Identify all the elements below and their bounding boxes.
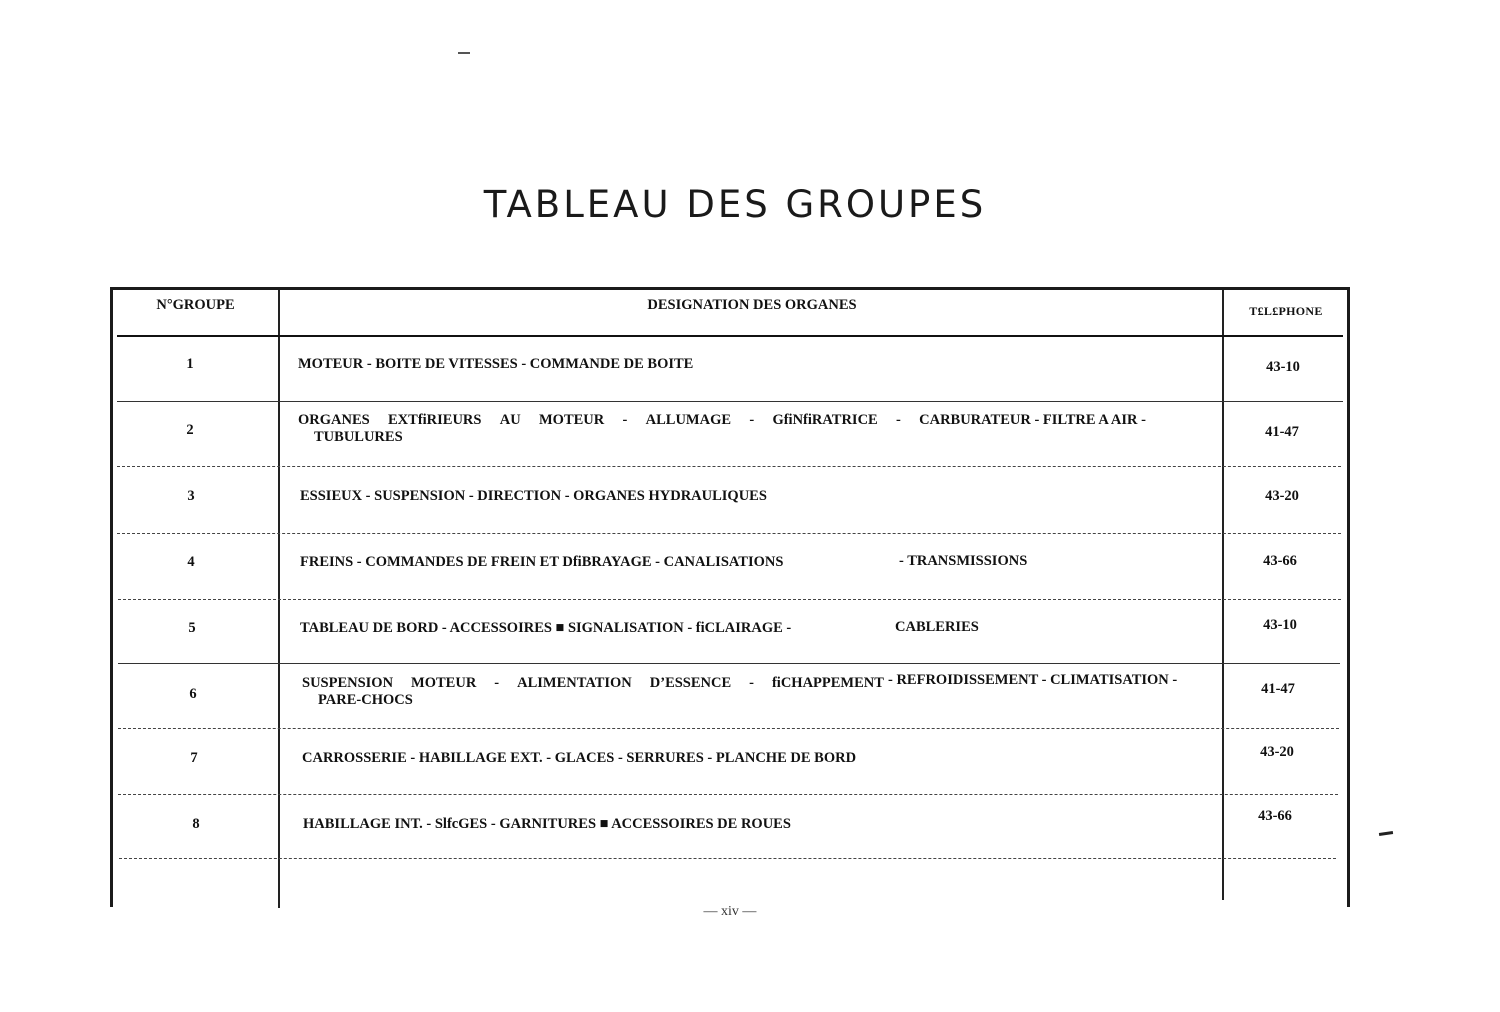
designation-word: - — [749, 675, 754, 691]
row-separator — [119, 858, 1336, 859]
designation-word: MOTEUR — [538, 412, 605, 428]
group-designation-extra: - REFROIDISSEMENT - CLIMATISATION - — [888, 672, 1178, 688]
group-designation-line1 — [298, 412, 1146, 429]
designation-word: D’ESSENCE — [649, 675, 732, 691]
row-separator — [118, 663, 1340, 664]
designation-word: - — [749, 412, 755, 428]
page-number: — xiv — — [703, 904, 757, 919]
designation-word: EXTfiRIEURS — [388, 412, 482, 428]
group-telephone: 43-66 — [1263, 553, 1297, 569]
group-number: 4 — [187, 554, 195, 570]
group-number: 8 — [192, 816, 200, 832]
group-designation-extra: - TRANSMISSIONS — [899, 553, 1028, 569]
header-separator — [117, 335, 1343, 337]
group-number: 7 — [190, 750, 198, 766]
designation-word: - — [622, 412, 628, 428]
group-telephone: 43-20 — [1265, 488, 1299, 504]
row-separator — [117, 466, 1341, 467]
row-separator — [117, 401, 1343, 402]
group-telephone: 43-66 — [1258, 808, 1292, 824]
group-number: 5 — [188, 620, 196, 636]
header-group-number: N°GROUPE — [156, 297, 235, 313]
group-telephone: 41-47 — [1265, 424, 1299, 440]
designation-word: ORGANES — [298, 412, 370, 428]
row-separator — [118, 794, 1338, 795]
scan-mark-top — [458, 52, 470, 54]
group-designation-line2: PARE-CHOCS — [318, 692, 413, 708]
group-designation: MOTEUR - BOITE DE VITESSES - COMMANDE DE BOITE — [298, 356, 694, 372]
group-designation-line1 — [302, 675, 884, 692]
designation-word: ALIMENTATION — [517, 675, 632, 691]
header-telephone: T£L£PHONE — [1249, 304, 1323, 318]
group-telephone: 43-10 — [1263, 617, 1297, 633]
designation-word: CARBURATEUR - FILTRE A AIR - — [919, 412, 1146, 428]
designation-word: - — [494, 675, 500, 691]
row-separator — [118, 728, 1339, 729]
group-number: 3 — [187, 488, 195, 504]
page-title: TABLEAU DES GROUPES — [483, 183, 987, 226]
group-designation-extra: CABLERIES — [895, 619, 979, 635]
group-designation: CARROSSERIE - HABILLAGE EXT. - GLACES - SERRURES - PLANCHE DE BORD — [302, 750, 857, 766]
group-telephone: 43-20 — [1260, 744, 1294, 760]
group-designation: HABILLAGE INT. - SlfcGES - GARNITURES ■ ACCESSOIRES DE ROUES — [303, 816, 791, 832]
group-number: 2 — [186, 422, 194, 438]
table-frame — [110, 287, 1350, 907]
group-designation: FREINS - COMMANDES DE FREIN ET DfiBRAYAGE - CANALISATIONS — [300, 554, 784, 570]
group-telephone: 41-47 — [1261, 681, 1295, 697]
designation-word: ALLUMAGE — [645, 412, 732, 428]
designation-word: GfiNfiRATRICE — [772, 412, 878, 428]
group-designation: ESSIEUX - SUSPENSION - DIRECTION - ORGANES HYDRAULIQUES — [300, 488, 767, 504]
row-separator — [118, 599, 1341, 600]
designation-word: SUSPENSION — [302, 675, 394, 691]
designation-word: MOTEUR — [411, 675, 477, 691]
header-designation: DESIGNATION DES ORGANES — [647, 297, 857, 313]
group-designation: TABLEAU DE BORD - ACCESSOIRES ■ SIGNALISATION - fiCLAIRAGE - — [300, 620, 792, 636]
group-number: 6 — [189, 686, 197, 702]
designation-word: fiCHAPPEMENT — [771, 675, 884, 691]
group-telephone: 43-10 — [1266, 359, 1300, 375]
scan-mark-right — [1379, 831, 1393, 836]
designation-word: AU — [499, 412, 521, 428]
designation-word: - — [896, 412, 901, 428]
group-number: 1 — [186, 356, 194, 372]
row-separator — [117, 533, 1341, 534]
group-designation-line2: TUBULURES — [314, 429, 403, 445]
